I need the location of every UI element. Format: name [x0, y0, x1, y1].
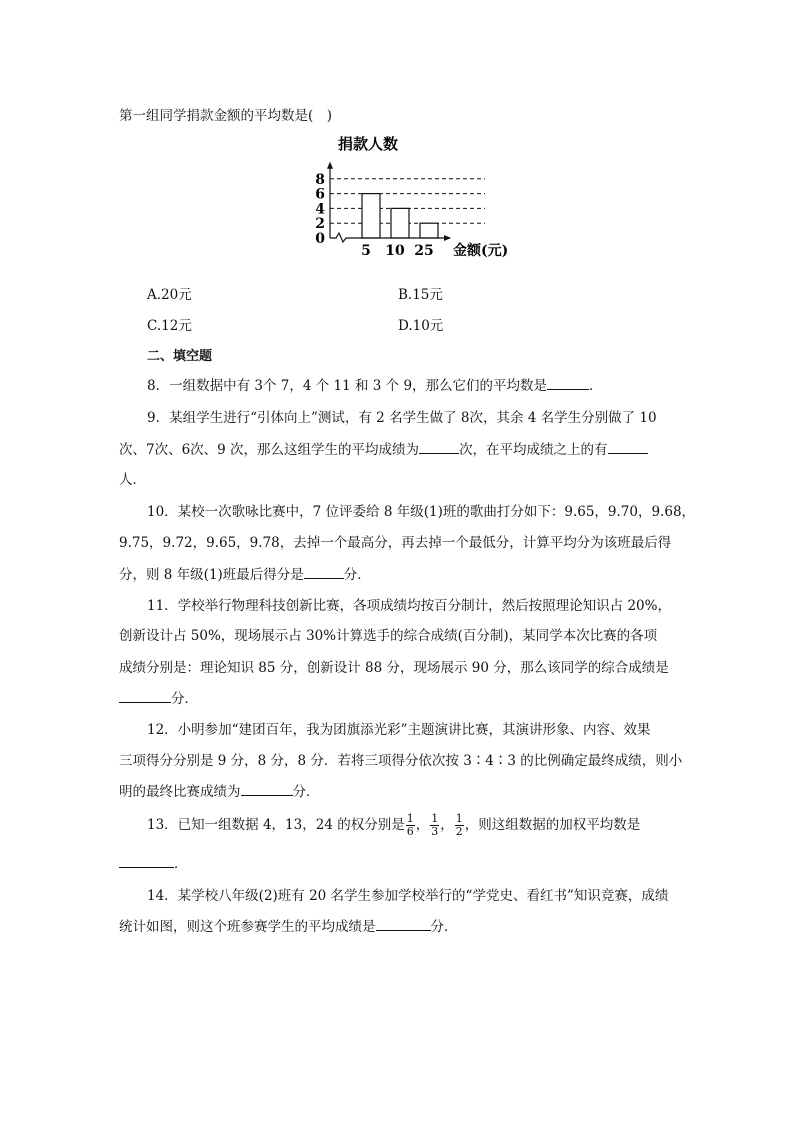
q14-end: 分． [430, 919, 458, 935]
q12-answer-blank[interactable] [241, 783, 293, 796]
q11-end: 分． [171, 691, 198, 707]
y-axis-title: 捐款人数 [338, 135, 399, 153]
q9-answer-blank-1[interactable] [419, 441, 459, 454]
x-tick-label: 25 [414, 243, 434, 259]
q14-line1: 14．某学校八年级(2)班有 20 名学生参加学校举行的“学党史、看红书”知识竞赛，成绩 [147, 888, 669, 904]
q13-end: ． [174, 856, 188, 872]
q13-answer-blank[interactable] [119, 855, 174, 868]
q13-sep-1: ， [415, 817, 430, 833]
q12-end: 分． [292, 784, 320, 800]
x-axis-title: 金额(元) [453, 243, 509, 259]
q11-answer-blank[interactable] [119, 690, 171, 703]
q12-line2: 三项得分分别是 9 分，8 分，8 分．若将三项得分依次按 3∶4∶3 的比例确定最终成绩，则小 [119, 753, 683, 769]
q13-line2 [119, 852, 188, 872]
q11-line2: 创新设计占 50%，现场展示占 30%计算选手的综合成绩(百分制)，某同学本次比赛的各项 [119, 628, 658, 644]
q7-option-d[interactable]: D.10元 [398, 318, 444, 334]
q11-line3: 成绩分别是：理论知识 85 分，创新设计 88 分，现场展示 90 分，那么该同学的综合成绩是 [119, 660, 669, 676]
q12-line1: 12．小明参加“建团百年，我为团旗添光彩”主题演讲比赛，其演讲形象、内容、效果 [147, 722, 651, 738]
q10-line3 [119, 563, 371, 583]
q8-answer-blank[interactable] [547, 377, 589, 390]
x-axis-arrow [444, 235, 451, 241]
y-tick-label: 2 [315, 216, 325, 233]
q10-text: 分，则 8 年级(1)班最后得分是 [119, 567, 304, 583]
q13-fraction-3: $\frac{1}{2}$ [455, 812, 463, 838]
q10-line1: 10．某校一次歌咏比赛中，7 位评委给 8 年级(1)班的歌曲打分如下：9.65，9.70，9.68， [147, 504, 696, 520]
q14-answer-blank[interactable] [376, 918, 431, 931]
q10-line2: 9.75，9.72，9.65，9.78，去掉一个最高分，再去掉一个最低分，计算平均分为该班最后得 [119, 535, 672, 551]
q13-sep-2: ， [440, 817, 454, 833]
q12-text: 明的最终比赛成绩为 [119, 784, 241, 800]
q9-line1: 9．某组学生进行“引体向上”测试，有 2 名学生做了 8次，其余 4 名学生分别做了 10 [147, 410, 657, 426]
q10-end: 分． [343, 567, 371, 583]
q11-line4 [119, 687, 198, 707]
q13-fraction-1: $\frac{1}{6}$ [406, 812, 414, 838]
q14-text: 统计如图，则这个班参赛学生的平均成绩是 [119, 919, 376, 935]
y-tick-label: 4 [315, 201, 325, 218]
bar-5 [362, 194, 380, 238]
y-tick-label: 0 [315, 231, 325, 247]
q7-option-c[interactable]: C.12元 [147, 318, 192, 334]
q7-stem: 第一组同学捐款金额的平均数是( ) [119, 108, 333, 124]
q9-line2 [119, 438, 648, 458]
q7-option-a[interactable]: A.20元 [147, 287, 192, 303]
q8-end: ． [589, 378, 603, 394]
q14-line2 [119, 915, 458, 935]
q11-line1: 11．学校举行物理科技创新比赛，各项成绩均按百分制计，然后按照理论知识占 20%， [147, 598, 671, 614]
y-axis-arrow [327, 162, 333, 169]
q8-text: 8．一组数据中有 3个 7，4 个 11 和 3 个 9，那么它们的平均数是 [147, 378, 548, 394]
q12-line3 [119, 780, 320, 800]
q10-answer-blank[interactable] [304, 566, 344, 579]
bar-25 [420, 223, 438, 238]
q9-text-a: 次、7次、6次、9 次，那么这组学生的平均成绩为 [119, 442, 420, 458]
q9-answer-blank-2[interactable] [608, 441, 648, 454]
section-title: 二、填空题 [147, 349, 213, 364]
donation-bar-chart [300, 130, 530, 270]
q7-option-b[interactable]: B.15元 [398, 287, 443, 303]
q13-fraction-2: $\frac{1}{3}$ [431, 812, 439, 838]
q13-text-end: ，则这组数据的加权平均数是 [464, 817, 641, 833]
q8 [147, 374, 603, 394]
y-tick-label: 8 [315, 171, 325, 188]
y-tick-label: 6 [315, 186, 325, 203]
q9-line3: 人． [119, 472, 146, 488]
q9-text-b: 次，在平均成绩之上的有 [459, 442, 608, 458]
bar-10 [391, 208, 409, 238]
x-tick-label: 10 [385, 243, 405, 259]
x-tick-label: 5 [361, 243, 371, 259]
q13-text: 13．已知一组数据 4，13，24 的权分别是 [147, 817, 405, 833]
q13-line1 [147, 810, 640, 840]
